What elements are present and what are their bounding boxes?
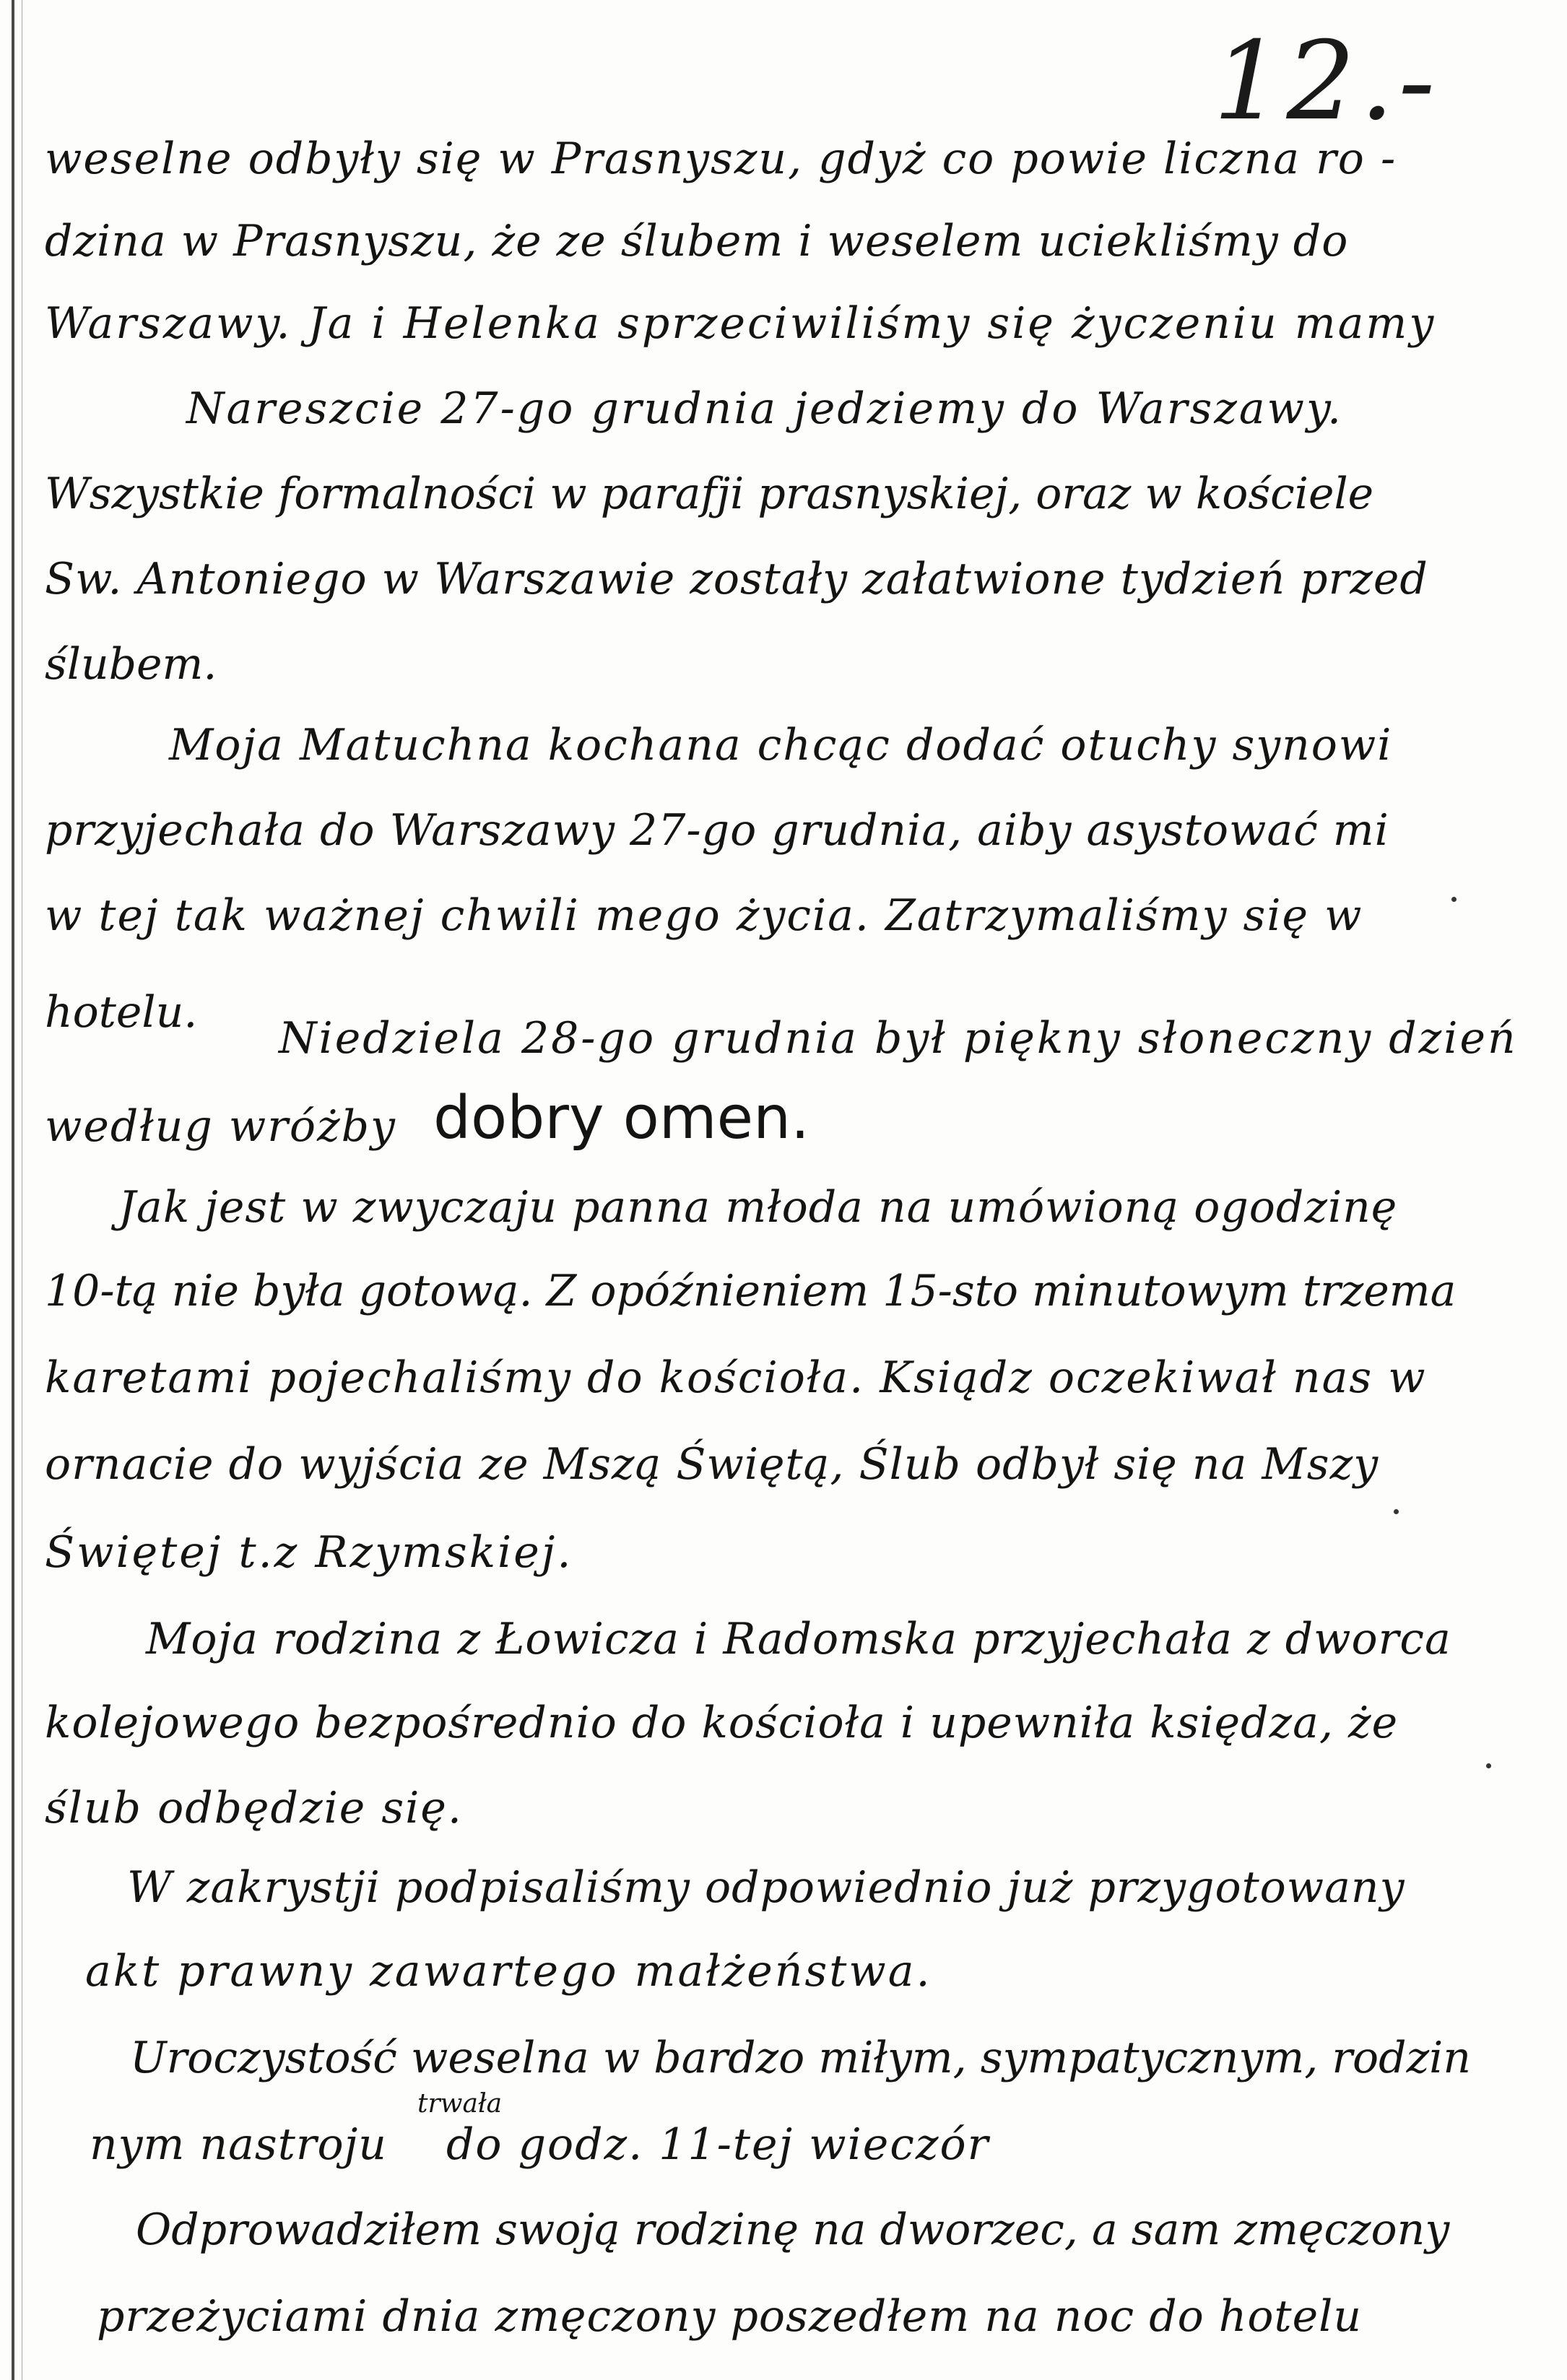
text-line: karetami pojechaliśmy do kościoła. Ksiądz oczekiwał nas w bbox=[45, 1352, 1427, 1403]
text-line: weselne odbyły się w Prasnyszu, gdyż co powie liczna ro - bbox=[45, 134, 1397, 184]
text-line-emphasis: dobry omen. bbox=[433, 1084, 810, 1152]
page-number: 12.- bbox=[1213, 19, 1440, 144]
text-line: Moja rodzina z Łowicza i Radomska przyjechała z dworca bbox=[146, 1614, 1451, 1664]
text-line: w tej tak ważnej chwili mego życia. Zatrzymaliśmy się w bbox=[45, 890, 1363, 941]
text-line: Odprowadziłem swoją rodzinę na dworzec, a sam zmęczony bbox=[136, 2205, 1450, 2255]
text-line: według wróżby bbox=[45, 1101, 396, 1152]
text-line: hotelu. bbox=[45, 987, 198, 1038]
text-line: ślubem. bbox=[45, 639, 217, 690]
text-line: Nareszcie 27-go grudnia jedziemy do Warszawy. bbox=[186, 383, 1344, 434]
left-margin-rule bbox=[12, 0, 14, 2380]
text-line: akt prawny zawartego małżeństwa. bbox=[85, 1946, 932, 1997]
text-line: Uroczystość weselna w bardzo miłym, sympatycznym, rodzin bbox=[130, 2033, 1472, 2083]
text-line: W zakrystji podpisaliśmy odpowiednio już przygotowany bbox=[127, 1862, 1405, 1913]
text-line: do godz. 11-tej wieczór bbox=[446, 2119, 990, 2170]
ink-speck bbox=[1486, 1763, 1491, 1768]
ink-speck bbox=[1394, 1509, 1399, 1514]
text-line: nym nastroju bbox=[90, 2119, 387, 2170]
text-line: przyjechała do Warszawy 27-go grudnia, aiby asystować mi bbox=[45, 805, 1389, 856]
text-line: Sw. Antoniego w Warszawie zostały załatwione tydzień przed bbox=[45, 554, 1428, 604]
text-line: Świętej t.z Rzymskiej. bbox=[45, 1527, 573, 1578]
text-line: przeżyciami dnia zmęczony poszedłem na noc do hotelu bbox=[97, 2291, 1363, 2342]
ink-speck bbox=[1451, 897, 1457, 902]
text-line: kolejowego bezpośrednio do kościoła i upewniła księdza, że bbox=[45, 1698, 1399, 1748]
text-line: ślub odbędzie się. bbox=[45, 1783, 463, 1833]
text-line: Jak jest w zwyczaju panna młoda na umówioną ogodzinę bbox=[118, 1182, 1398, 1233]
text-line: Warszawy. Ja i Helenka sprzeciwiliśmy się życzeniu mamy bbox=[45, 298, 1436, 349]
text-line: Niedziela 28-go grudnia był piękny słoneczny dzień bbox=[279, 1013, 1518, 1064]
text-line: Wszystkie formalności w parafji prasnyskiej, oraz w kościele bbox=[45, 469, 1374, 519]
text-line: 10-tą nie była gotową. Z opóźnieniem 15-sto minutowym trzema bbox=[45, 1266, 1457, 1316]
text-line: dzina w Prasnyszu, że ze ślubem i weselem uciekliśmy do bbox=[45, 216, 1349, 266]
interlinear-insertion: trwała bbox=[417, 2089, 503, 2119]
text-line: ornacie do wyjścia ze Mszą Świętą, Ślub odbył się na Mszy bbox=[45, 1439, 1379, 1490]
text-line: Moja Matuchna kochana chcąc dodać otuchy synowi bbox=[169, 720, 1393, 770]
